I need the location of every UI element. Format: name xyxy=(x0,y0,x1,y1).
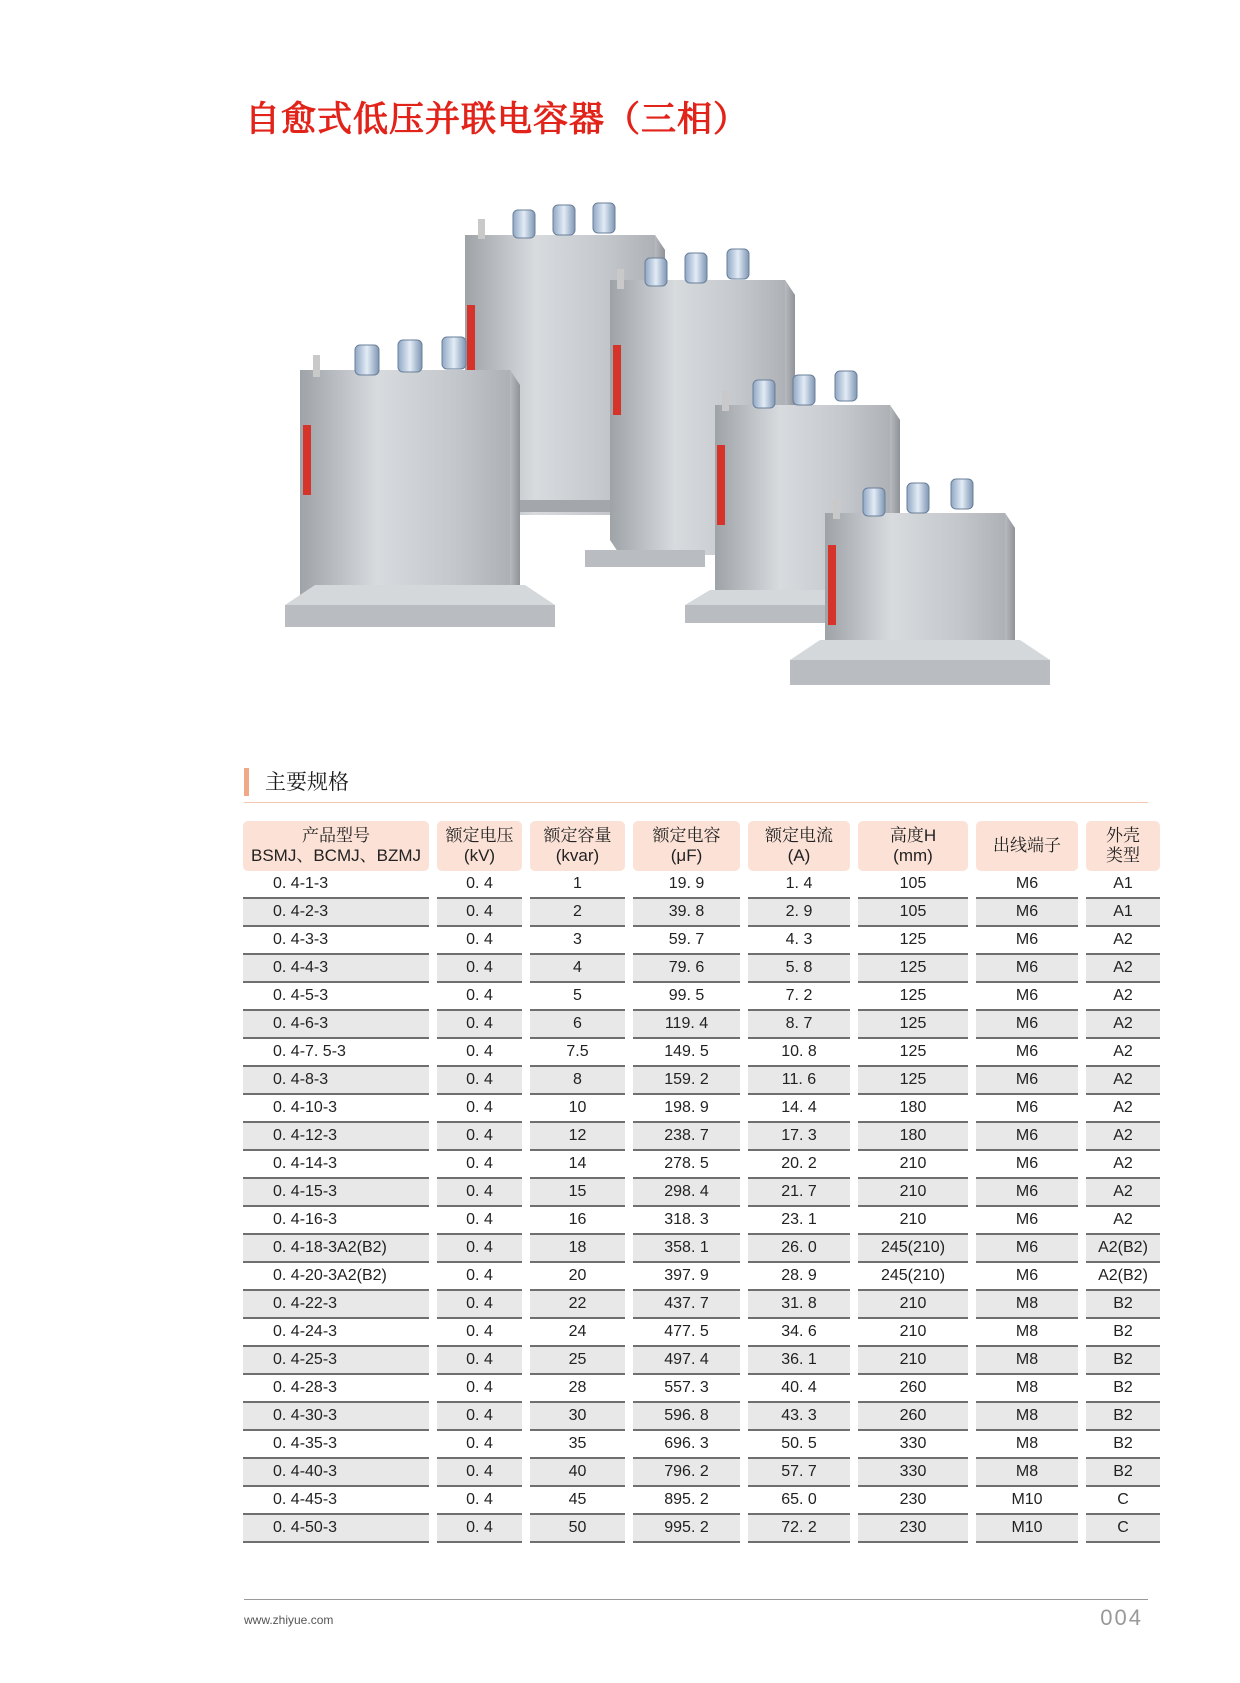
table-cell: B2 xyxy=(1086,1459,1160,1487)
table-cell: 15 xyxy=(530,1179,625,1207)
table-row xyxy=(243,1067,1160,1095)
column-header-line2: 类型 xyxy=(1106,846,1140,865)
column-header-line2: (A) xyxy=(787,846,811,865)
table-cell: 43. 3 xyxy=(748,1403,850,1431)
model-cell: 0. 4-4-3 xyxy=(243,955,429,983)
table-cell: 0. 4 xyxy=(437,1067,522,1095)
table-row xyxy=(243,1011,1160,1039)
table-cell: A2 xyxy=(1086,1207,1160,1235)
table-cell: 596. 8 xyxy=(633,1403,740,1431)
table-cell: 16 xyxy=(530,1207,625,1235)
table-cell: 99. 5 xyxy=(633,983,740,1011)
table-cell: M8 xyxy=(976,1459,1078,1487)
column-header xyxy=(858,821,968,871)
table-cell: 65. 0 xyxy=(748,1487,850,1515)
table-cell: 210 xyxy=(858,1151,968,1179)
capacitor-product-photo xyxy=(285,195,1135,735)
model-cell: 0. 4-2-3 xyxy=(243,899,429,927)
table-cell: M6 xyxy=(976,1123,1078,1151)
table-cell: 696. 3 xyxy=(633,1431,740,1459)
table-cell: 260 xyxy=(858,1403,968,1431)
model-cell: 0. 4-14-3 xyxy=(243,1151,429,1179)
section-header xyxy=(244,762,1148,803)
table-cell: 0. 4 xyxy=(437,1179,522,1207)
table-cell: 0. 4 xyxy=(437,927,522,955)
column-header-line1: 高度H xyxy=(889,826,937,845)
table-row xyxy=(243,983,1160,1011)
table-cell: 0. 4 xyxy=(437,1263,522,1291)
table-cell: 50 xyxy=(530,1515,625,1543)
table-cell: 119. 4 xyxy=(633,1011,740,1039)
table-cell: 105 xyxy=(858,899,968,927)
table-cell: A2 xyxy=(1086,1095,1160,1123)
table-cell: 330 xyxy=(858,1431,968,1459)
model-cell: 0. 4-6-3 xyxy=(243,1011,429,1039)
table-row xyxy=(243,1151,1160,1179)
table-cell: 20 xyxy=(530,1263,625,1291)
table-cell: 0. 4 xyxy=(437,1235,522,1263)
table-cell: 210 xyxy=(858,1291,968,1319)
table-cell: 230 xyxy=(858,1515,968,1543)
table-cell: 2. 9 xyxy=(748,899,850,927)
table-cell: A2 xyxy=(1086,1039,1160,1067)
table-cell: 125 xyxy=(858,1039,968,1067)
table-cell: 0. 4 xyxy=(437,1095,522,1123)
table-cell: 796. 2 xyxy=(633,1459,740,1487)
table-cell: A2 xyxy=(1086,955,1160,983)
table-cell: B2 xyxy=(1086,1431,1160,1459)
table-row xyxy=(243,1291,1160,1319)
table-row xyxy=(243,1431,1160,1459)
column-header xyxy=(437,821,522,871)
table-cell: 0. 4 xyxy=(437,1039,522,1067)
table-cell: A2 xyxy=(1086,1179,1160,1207)
table-row xyxy=(243,1347,1160,1375)
column-header xyxy=(748,821,850,871)
table-cell: 14. 4 xyxy=(748,1095,850,1123)
model-cell: 0. 4-40-3 xyxy=(243,1459,429,1487)
table-cell: 11. 6 xyxy=(748,1067,850,1095)
column-header-line2: (kvar) xyxy=(555,846,600,865)
footer-divider xyxy=(244,1599,1148,1600)
table-cell: 397. 9 xyxy=(633,1263,740,1291)
table-cell: 17. 3 xyxy=(748,1123,850,1151)
section-accent-bar xyxy=(244,768,249,796)
table-header-row xyxy=(243,821,1160,871)
table-cell: A1 xyxy=(1086,899,1160,927)
spec-table xyxy=(235,821,1168,1543)
table-cell: M6 xyxy=(976,1263,1078,1291)
column-header xyxy=(633,821,740,871)
model-cell: 0. 4-50-3 xyxy=(243,1515,429,1543)
table-cell: 21. 7 xyxy=(748,1179,850,1207)
table-cell: 31. 8 xyxy=(748,1291,850,1319)
table-cell: 260 xyxy=(858,1375,968,1403)
table-cell: M6 xyxy=(976,1039,1078,1067)
table-row xyxy=(243,1403,1160,1431)
table-cell: 0. 4 xyxy=(437,1459,522,1487)
table-row xyxy=(243,927,1160,955)
model-cell: 0. 4-7. 5-3 xyxy=(243,1039,429,1067)
column-header-line1: 额定电流 xyxy=(765,826,833,845)
table-cell: M6 xyxy=(976,871,1078,899)
table-cell: 28. 9 xyxy=(748,1263,850,1291)
table-cell: M8 xyxy=(976,1403,1078,1431)
table-cell: A2 xyxy=(1086,983,1160,1011)
model-cell: 0. 4-20-3A2(B2) xyxy=(243,1263,429,1291)
table-cell: 20. 2 xyxy=(748,1151,850,1179)
table-cell: 0. 4 xyxy=(437,871,522,899)
table-cell: B2 xyxy=(1086,1403,1160,1431)
model-cell: 0. 4-18-3A2(B2) xyxy=(243,1235,429,1263)
table-cell: 79. 6 xyxy=(633,955,740,983)
table-cell: 1 xyxy=(530,871,625,899)
table-cell: 24 xyxy=(530,1319,625,1347)
table-cell: 10 xyxy=(530,1095,625,1123)
table-cell: C xyxy=(1086,1515,1160,1543)
table-cell: A2 xyxy=(1086,1123,1160,1151)
table-cell: 0. 4 xyxy=(437,899,522,927)
table-cell: 72. 2 xyxy=(748,1515,850,1543)
table-cell: 6 xyxy=(530,1011,625,1039)
table-cell: 28 xyxy=(530,1375,625,1403)
table-cell: 230 xyxy=(858,1487,968,1515)
table-cell: A2 xyxy=(1086,927,1160,955)
page-title: 自愈式低压并联电容器（三相） xyxy=(245,100,750,140)
table-row xyxy=(243,899,1160,927)
table-cell: 0. 4 xyxy=(437,1347,522,1375)
table-row xyxy=(243,955,1160,983)
table-cell: 0. 4 xyxy=(437,1291,522,1319)
column-header-line1: 额定电压 xyxy=(445,826,514,845)
table-row xyxy=(243,1375,1160,1403)
table-cell: 35 xyxy=(530,1431,625,1459)
model-cell: 0. 4-10-3 xyxy=(243,1095,429,1123)
table-cell: 0. 4 xyxy=(437,1011,522,1039)
table-cell: M8 xyxy=(976,1291,1078,1319)
table-cell: M6 xyxy=(976,1235,1078,1263)
table-cell: 4 xyxy=(530,955,625,983)
table-row xyxy=(243,1263,1160,1291)
table-cell: 0. 4 xyxy=(437,983,522,1011)
model-cell: 0. 4-15-3 xyxy=(243,1179,429,1207)
table-cell: 245(210) xyxy=(858,1235,968,1263)
table-cell: M6 xyxy=(976,983,1078,1011)
table-cell: 0. 4 xyxy=(437,1431,522,1459)
table-cell: M10 xyxy=(976,1487,1078,1515)
table-cell: 50. 5 xyxy=(748,1431,850,1459)
table-cell: 10. 8 xyxy=(748,1039,850,1067)
column-header-line2: BSMJ、BCMJ、BZMJ xyxy=(251,846,421,865)
column-header xyxy=(530,821,625,871)
table-cell: M6 xyxy=(976,1095,1078,1123)
table-cell: M6 xyxy=(976,1207,1078,1235)
table-cell: A2 xyxy=(1086,1011,1160,1039)
model-cell: 0. 4-25-3 xyxy=(243,1347,429,1375)
table-cell: B2 xyxy=(1086,1347,1160,1375)
table-cell: 39. 8 xyxy=(633,899,740,927)
column-header xyxy=(243,821,429,871)
table-row xyxy=(243,1039,1160,1067)
table-cell: M6 xyxy=(976,1151,1078,1179)
table-cell: 2 xyxy=(530,899,625,927)
column-header-line1: 外壳 xyxy=(1106,826,1140,845)
table-cell: 4. 3 xyxy=(748,927,850,955)
table-cell: 0. 4 xyxy=(437,1515,522,1543)
table-cell: 14 xyxy=(530,1151,625,1179)
table-cell: 7. 2 xyxy=(748,983,850,1011)
table-row xyxy=(243,1179,1160,1207)
table-row xyxy=(243,871,1160,899)
table-cell: 1. 4 xyxy=(748,871,850,899)
model-cell: 0. 4-1-3 xyxy=(243,871,429,899)
page-number: 004 xyxy=(1100,1605,1143,1630)
table-row xyxy=(243,1235,1160,1263)
table-cell: 210 xyxy=(858,1319,968,1347)
model-cell: 0. 4-24-3 xyxy=(243,1319,429,1347)
table-cell: M6 xyxy=(976,899,1078,927)
table-cell: 19. 9 xyxy=(633,871,740,899)
table-cell: 180 xyxy=(858,1123,968,1151)
footer-url: www.zhiyue.com xyxy=(244,1613,334,1627)
table-cell: M6 xyxy=(976,927,1078,955)
table-cell: 0. 4 xyxy=(437,1319,522,1347)
model-cell: 0. 4-16-3 xyxy=(243,1207,429,1235)
table-cell: 40. 4 xyxy=(748,1375,850,1403)
table-cell: M6 xyxy=(976,955,1078,983)
table-cell: 105 xyxy=(858,871,968,899)
table-cell: B2 xyxy=(1086,1375,1160,1403)
column-header xyxy=(976,821,1078,871)
table-cell: M6 xyxy=(976,1179,1078,1207)
column-header-line1: 出线端子 xyxy=(993,836,1061,855)
table-cell: 210 xyxy=(858,1347,968,1375)
table-cell: 298. 4 xyxy=(633,1179,740,1207)
table-cell: M6 xyxy=(976,1067,1078,1095)
column-header-line2: (mm) xyxy=(893,846,933,865)
table-cell: 159. 2 xyxy=(633,1067,740,1095)
table-cell: 125 xyxy=(858,1011,968,1039)
column-header-line2: (kV) xyxy=(463,846,496,865)
model-cell: 0. 4-35-3 xyxy=(243,1431,429,1459)
table-cell: 5. 8 xyxy=(748,955,850,983)
table-cell: 437. 7 xyxy=(633,1291,740,1319)
table-cell: 8 xyxy=(530,1067,625,1095)
table-row xyxy=(243,1319,1160,1347)
table-cell: 318. 3 xyxy=(633,1207,740,1235)
table-cell: 895. 2 xyxy=(633,1487,740,1515)
table-cell: 0. 4 xyxy=(437,1151,522,1179)
table-cell: 125 xyxy=(858,955,968,983)
table-cell: 26. 0 xyxy=(748,1235,850,1263)
table-cell: 5 xyxy=(530,983,625,1011)
table-cell: 8. 7 xyxy=(748,1011,850,1039)
table-cell: 22 xyxy=(530,1291,625,1319)
table-cell: 3 xyxy=(530,927,625,955)
table-cell: 0. 4 xyxy=(437,1375,522,1403)
table-cell: 330 xyxy=(858,1459,968,1487)
table-cell: 40 xyxy=(530,1459,625,1487)
table-row xyxy=(243,1459,1160,1487)
table-cell: A2 xyxy=(1086,1151,1160,1179)
table-cell: B2 xyxy=(1086,1319,1160,1347)
table-cell: A1 xyxy=(1086,871,1160,899)
table-cell: 34. 6 xyxy=(748,1319,850,1347)
table-row xyxy=(243,1487,1160,1515)
table-cell: A2(B2) xyxy=(1086,1235,1160,1263)
table-cell: 59. 7 xyxy=(633,927,740,955)
table-cell: 45 xyxy=(530,1487,625,1515)
table-cell: M6 xyxy=(976,1011,1078,1039)
table-cell: 125 xyxy=(858,927,968,955)
column-header-line2: (μF) xyxy=(670,846,703,865)
table-cell: 149. 5 xyxy=(633,1039,740,1067)
table-cell: 0. 4 xyxy=(437,1207,522,1235)
table-cell: M8 xyxy=(976,1431,1078,1459)
table-cell: 36. 1 xyxy=(748,1347,850,1375)
column-header-line1: 额定电容 xyxy=(652,826,721,845)
table-cell: M8 xyxy=(976,1347,1078,1375)
table-cell: 238. 7 xyxy=(633,1123,740,1151)
table-cell: 12 xyxy=(530,1123,625,1151)
table-cell: 23. 1 xyxy=(748,1207,850,1235)
table-cell: 557. 3 xyxy=(633,1375,740,1403)
table-cell: 245(210) xyxy=(858,1263,968,1291)
table-cell: 0. 4 xyxy=(437,1403,522,1431)
table-cell: 278. 5 xyxy=(633,1151,740,1179)
model-cell: 0. 4-12-3 xyxy=(243,1123,429,1151)
table-cell: 30 xyxy=(530,1403,625,1431)
table-row xyxy=(243,1207,1160,1235)
table-row xyxy=(243,1123,1160,1151)
model-cell: 0. 4-30-3 xyxy=(243,1403,429,1431)
model-cell: 0. 4-8-3 xyxy=(243,1067,429,1095)
model-cell: 0. 4-5-3 xyxy=(243,983,429,1011)
column-header xyxy=(1086,821,1160,871)
table-cell: 210 xyxy=(858,1179,968,1207)
table-cell: C xyxy=(1086,1487,1160,1515)
table-cell: 25 xyxy=(530,1347,625,1375)
table-cell: B2 xyxy=(1086,1291,1160,1319)
table-row xyxy=(243,1095,1160,1123)
table-cell: 7.5 xyxy=(530,1039,625,1067)
table-cell: M10 xyxy=(976,1515,1078,1543)
model-cell: 0. 4-22-3 xyxy=(243,1291,429,1319)
section-title: 主要规格 xyxy=(265,770,349,794)
table-cell: 358. 1 xyxy=(633,1235,740,1263)
table-cell: 57. 7 xyxy=(748,1459,850,1487)
table-cell: M8 xyxy=(976,1375,1078,1403)
table-row xyxy=(243,1515,1160,1543)
table-cell: 0. 4 xyxy=(437,955,522,983)
table-cell: 125 xyxy=(858,1067,968,1095)
table-cell: A2(B2) xyxy=(1086,1263,1160,1291)
table-cell: 497. 4 xyxy=(633,1347,740,1375)
model-cell: 0. 4-3-3 xyxy=(243,927,429,955)
table-cell: 210 xyxy=(858,1207,968,1235)
table-cell: 18 xyxy=(530,1235,625,1263)
table-cell: A2 xyxy=(1086,1067,1160,1095)
column-header-line1: 产品型号 xyxy=(302,826,370,845)
table-cell: 180 xyxy=(858,1095,968,1123)
table-cell: 477. 5 xyxy=(633,1319,740,1347)
model-cell: 0. 4-28-3 xyxy=(243,1375,429,1403)
model-cell: 0. 4-45-3 xyxy=(243,1487,429,1515)
column-header-line1: 额定容量 xyxy=(543,826,612,845)
table-cell: 995. 2 xyxy=(633,1515,740,1543)
table-cell: 125 xyxy=(858,983,968,1011)
table-cell: 198. 9 xyxy=(633,1095,740,1123)
table-cell: 0. 4 xyxy=(437,1123,522,1151)
table-cell: M8 xyxy=(976,1319,1078,1347)
table-cell: 0. 4 xyxy=(437,1487,522,1515)
